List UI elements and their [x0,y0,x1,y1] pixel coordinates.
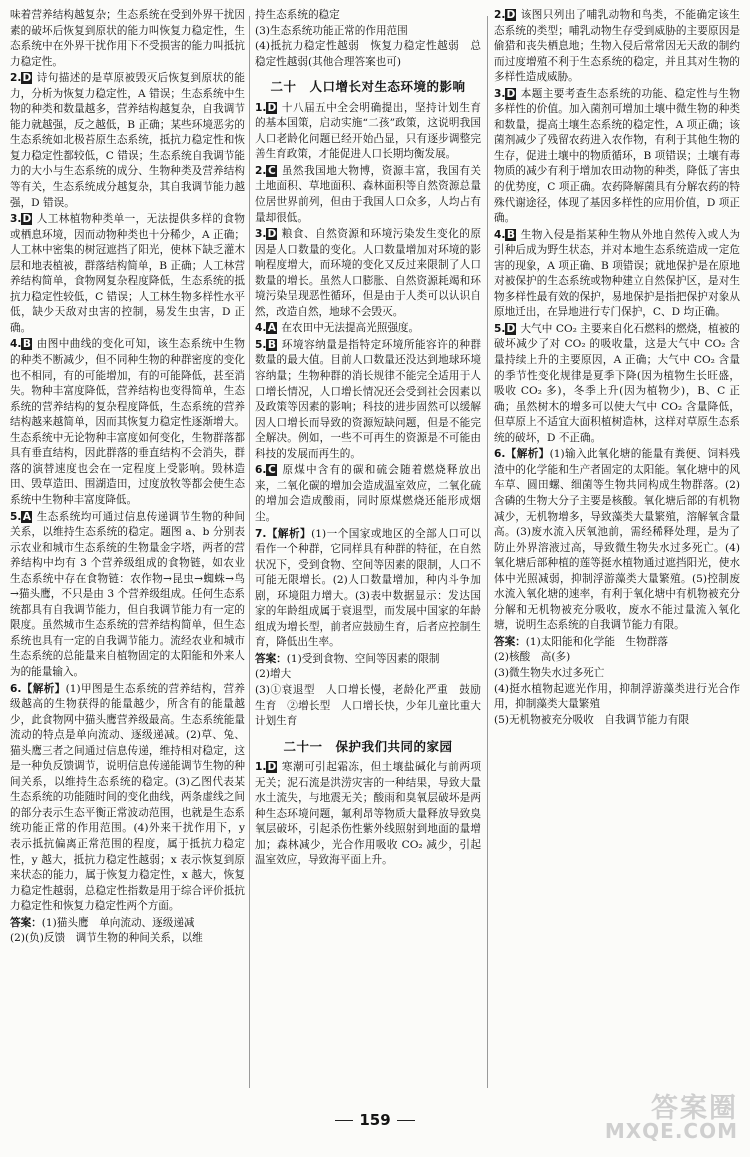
question-number: 4. [10,338,22,351]
answer-line: (3)生态系统功能正常的作用范围 [255,24,408,37]
question-number: 7. [255,527,267,540]
answer-letter-badge: B [22,338,31,351]
watermark-logo [604,1093,738,1143]
answer-line: (2)核酸 高(多) [494,651,571,664]
answer-line: (4)抵抗力稳定性越弱 恢复力稳定性越弱 总稳定性越弱(其他合理答案也可) [255,40,481,68]
answer-entry [255,338,481,462]
answer-text: (1)太阳能和化学能 生物群落 [525,635,668,648]
explanation-text: 生物入侵是指某种生物从外地自然传入或人为引种后成为野生状态，并对本地生态系统造成一定危害的现象，A 项正确、B 项错误；就地保护是在原地对被保护的生态系统或物种建立自然保护区，是对生物多样性最有效的保护，易地保护是指把保护对象从原地迁出，在异地进行专门保护，C、D 均正确。 [494,228,740,319]
explanation-text: 十八届五中全会明确提出，坚持计划生育的基本国策，启动实施“二孩”政策，这说明我国人口老龄化问题已经开始凸显，只有逐步调整完善生育政策，才能促进人口长期均衡发展。 [255,101,481,161]
answer-entry [255,760,481,869]
analysis-entry [10,682,245,915]
analysis-label: 【解析】 [266,527,312,540]
question-number: 5. [255,338,267,351]
answer-entry [255,101,481,163]
question-number: 4. [255,322,267,335]
answer-line: (3)①衰退型 人口增长慢，老龄化严重 鼓励生育 ②增长型 人口增长快，少年儿童比重大 计划生育 [255,683,492,728]
footer-dash [397,1120,415,1121]
explanation-text: 人工林植物种类单一，无法提供多样的食物或栖息环境，因而动物种类也十分稀少，A 正确；人工林中密集的树冠遮挡了阳光，使林下缺乏灌木层和地表植被，群落结构简单，B 正确；人工林营养结构简单，食物网复杂程度降低，生态系统的抵抗力稳定性较低，C 错误；人工林生物多样性水平低，缺少天敌对虫害的控制，易发生虫害，D 正确。 [10,213,245,334]
answer-label: 答案： [10,916,42,929]
explanation-text: 大气中 CO₂ 主要来自化石燃料的燃烧，植被的破坏减少了对 CO₂ 的吸收量，这是大气中 CO₂ 含量持续上升的主要原因，A 正确；大气中 CO₂ 含量的季节性变化规律是夏季下降(因为植物生长旺盛，吸收 CO₂ 多)，冬季上升(因为植物少)，B、C 正确；虽然树木的增多可以使大气中 CO₂ 含量降低，但草原上不适宜大面积植树造林，这样对草原生态系统的破坏，D 不正确。 [494,322,740,444]
question-number: 2. [494,9,506,21]
question-number: 6. [494,448,506,461]
explanation-text: 由图中曲线的变化可知，该生态系统中生物的种类不断减少，但不同种生物的种群密度的变化也不相同，有的可能增加，有的可能降低，甚至消失。物种丰富度降低，营养结构也变得简单，生态系统的营养结构的复杂程度降低，生态系统的营养结构越来越简单，因而其恢复力稳定性逐渐增大。生态系统中无论物种丰富度如何变化，生物群落都具有垂直结构，因此群落的垂直结构不会消失，群落的演替速度也会在一定程度上受影响。毁林造田、毁草造田、围湖造田，过度放牧等都会使生态系统中生物种丰富度降低。 [10,338,245,506]
answer-letter-badge: B [267,338,276,351]
answer-entry [255,164,481,226]
explanation-text: 诗句描述的是草原被毁灭后恢复到原状的能力，分析为恢复力稳定性，A 错误；生态系统中生物的种类和数量越多，营养结构越复杂，自我调节能力就越强，反之越低，B 正确；某些环境恶劣的生态系统如北极苔原生态系统，抵抗力稳定性和恢复力稳定性都较低，C 错误；生态系统自我调节能力的大小与生态系统的成分、生物种类及营养结构等有关，生态系统成分越复杂，其自我调节能力越强，D 错误。 [10,72,245,209]
answer-letter-badge: A [22,510,31,523]
question-number: 2. [255,164,267,177]
question-number: 3. [255,228,267,241]
analysis-entry [494,447,740,634]
answer-label: 答案： [494,635,526,648]
answer-line [10,916,245,932]
explanation-text: 虽然我国地大物博，资源丰富，我国有关土地面积、草地面积、森林面积等自然资源总量位居世界前列，但由于我国人口众多，人均占有量却很低。 [255,164,481,224]
answer-entry [255,321,481,337]
answer-entry [255,463,481,525]
answer-text: (1)受到食物、空间等因素的限制 [286,652,440,665]
answer-line: (2)(负)反馈 调节生物的种间关系，以维 [10,932,203,945]
answer-entry [10,71,245,211]
answer-column-middle [255,8,492,870]
analysis-text: (1)一个国家或地区的全部人口可以看作一个种群，它同样具有种群的特征，在自然状况下，受到食物、空间等因素的限制，人口不可能无限增长。(2)人口数量增加，种内斗争加剧，环境阻力增大。(3)表中数据显示：发达国家的年龄组成属于衰退型，而发展中国家的年龄组成为增长型，前者应鼓励生育，后者应控制生育，降低出生率。 [255,527,481,649]
answer-entry [494,228,740,321]
explanation-text: 粮食、自然资源和环境污染发生变化的原因是人口数量的变化。人口数量增加对环境的影响程度增大，而环境的变化又反过来限制了人口数量的增长。虽然人口膨胀、自然资源耗竭和环境污染呈现恶性循环，但是由于人类可以认识自然，改造自然，地球不会毁灭。 [255,228,481,318]
question-number: 1. [255,761,267,774]
answer-column-right [494,8,740,728]
footer-dash [335,1120,353,1121]
answer-letter-badge: D [506,9,516,21]
column-divider [249,16,250,1088]
analysis-label: 【解析】 [505,448,550,461]
watermark-url: MXQE.COM [604,1119,738,1143]
explanation-text: 环境容纳量是指特定环境所能容许的种群数量的最大值。目前人口数量还没达到地球环境容纳量；生物种群的消长规律不能完全适用于人口增长情况，人口增长情况还会受到社会因素以及政策等因素的影响；科技的进步固然可以缓解因人口增长而导致的资源短缺问题，但是不能完全解决。例如，一些不可再生的资源是不可能由科技的发展而再生的。 [255,338,481,460]
answer-letter-badge: C [268,164,276,177]
paragraph-continued: 味着营养结构越复杂；生态系统在受到外界干扰因素的破坏后恢复到原状的能力叫恢复力稳定性，生态系统中在外界干扰作用下不受损害的能力叫抵抗力稳定性。 [10,9,245,68]
answer-entry [494,8,740,86]
answer-letter-badge: D [506,322,516,335]
question-number: 4. [494,228,506,241]
answer-letter-badge: D [22,213,32,226]
answer-line: (3)微生物失水过多死亡 [494,666,605,679]
answer-letter-badge: B [506,228,515,241]
page-number: 159 [359,1111,391,1129]
question-number: 5. [10,510,22,523]
answer-line: (4)挺水植物起遮光作用，抑制浮游藻类进行光合作用，抑制藻类大量繁殖 [494,682,740,711]
question-number: 1. [255,101,267,114]
analysis-entry [255,527,481,651]
answer-entry [494,87,740,227]
explanation-text: 寒潮可引起霜冻，但土壤盐碱化与前两项无关；泥石流是洪涝灾害的一种结果，导致大量水土流失，与地震无关；酸雨和臭氧层破坏是两种生态环境问题，氟利昂等物质大量释放导致臭氧层破坏，引起杀伤性紫外线照射到地面的量增加；森林减少，光合作用吸收 CO₂ 减少，引起温室效应，导致海平面上升。 [255,761,481,867]
answer-entry [10,212,245,336]
section-heading: 二十 人口增长对生态环境的影响 [270,79,466,95]
answer-letter-badge: D [267,228,277,241]
explanation-text: 在农田中无法提高光照强度。 [281,322,420,335]
question-number: 6. [10,682,22,695]
answer-letter-badge: D [267,101,277,114]
answer-letter-badge: D [267,761,277,774]
analysis-text: (1)输入此氧化塘的能量有粪便、饲料残渣中的化学能和生产者固定的太阳能。氧化塘中的风车草、圆田螺、细菌等生物共同构成生物群落。(2)含磷的生物大分子主要是核酸。氧化塘后部的有机物减少，无机物增多，导致藻类大量繁殖，溶解氧含量高。(3)废水流入厌氧池前，需经稀释处理，是为了防止外界溶液过高，导致微生物失水过多死亡。(4)氧化塘后部种植的莲等挺水植物通过遮挡阳光，使水体中光照减弱，抑制浮游藻类大量繁殖。(5)控制废水流入氧化塘的速率，有利于氧化塘中有机物被充分分解和无机物被充分吸收，废水不能过量流入氧化塘，说明生态系统的自我调节能力有限。 [494,448,740,632]
question-number: 3. [494,87,506,100]
answer-entry [10,510,245,681]
answer-column-left [10,8,245,947]
watermark-text: 答案圈 [651,1093,738,1124]
answer-line [494,635,740,651]
answer-entry [10,337,245,508]
answer-entry [255,227,481,320]
answer-text: (1)猫头鹰 单向流动、逐级递减 [41,916,195,929]
question-number: 2. [10,72,22,85]
explanation-text: 生态系统均可通过信息传递调节生物的种间关系，以维持生态系统的稳定。题图 a、b 分别表示农业和城市生态系统的生物量金字塔，两者的营养结构中均有 3 个营养级组成的食物链，如农业生态系统中存在食物链：农作物→昆虫→蜘蛛→鸟→猫头鹰，不只是由 3 个营养级组成。任何生态系统都具有自我调节能力，但自我调节能力有一定的限度。虽然城市生态系统的营养结构简单，但生态系统也具有一定的自我调节能力。流经农业和城市生态系统的总能量来自植物固定的太阳能和外来人为的能量输入。 [10,510,245,678]
answer-label: 答案： [255,652,287,665]
question-number: 6. [255,464,267,477]
answer-line [255,652,481,668]
analysis-label: 【解析】 [21,682,66,695]
question-number: 5. [494,322,506,335]
answer-letter-badge: D [22,72,32,85]
answer-line: 持生态系统的稳定 [255,9,340,21]
answer-line: (5)无机物被充分吸收 自我调节能力有限 [494,713,690,726]
section-heading: 二十一 保护我们共同的家园 [283,738,453,754]
question-number: 3. [10,213,22,226]
explanation-text: 原煤中含有的碳和硫会随着燃烧释放出来，二氧化碳的增加会造成温室效应，二氧化硫的增加会造成酸雨，同时原煤燃烧还能形成烟尘。 [255,464,481,523]
answer-entry [494,322,740,446]
column-divider [487,16,488,1088]
answer-line: (2)增大 [255,668,292,681]
answer-letter-badge: D [506,87,516,100]
explanation-text: 本题主要考查生态系统的功能、稳定性与生物多样性的价值。加入菌剂可增加土壤中微生物的种类和数量，提高土壤生态系统的稳定性，A 项正确；该菌剂减少了残留农药进入农作物，有利于其他生物的生存，促进土壤中的物质循环，B 项错误；土壤有毒物质的减少有利于增加农田动物的种类，降低了害虫的优势度，C 项正确。农药降解菌具有分解农药的特殊代谢途径，体现了基因多样性的应用价值，D 项正确。 [494,87,740,225]
explanation-text: 该图只列出了哺乳动物和鸟类，不能确定该生态系统的类型；哺乳动物生存受到威胁的主要原因是偷猎和丧失栖息地；生物入侵后常常因无天敌的制约而过度增殖不利于生态系统的稳定，并且其对生物的多样性造成威胁。 [494,9,740,84]
answer-letter-badge: A [267,322,276,335]
analysis-text: (1)甲图是生态系统的营养结构，营养级越高的生物获得的能量越少，所含有的能量越少，此食物网中猫头鹰营养级最高。生态系统能量流动的特点是单向流动、逐级递减。(2)草、兔、猫头鹰三者之间通过信息传递，维持相对稳定，这是一种负反馈调节，说明信息传递能调节生物的种间关系，以维持生态系统的稳定。(3)乙图代表某生态系统的功能随时间的变化曲线，两条虚线之间的部分表示生态平衡正常波动范围，也就是生态系统功能正常的作用范围。(4)外来干扰作用下，y 表示抵抗偏离正常范围的程度，属于抵抗力稳定性，y 越大，抵抗力稳定性越弱；x 表示恢复到原来状态的能力，属于恢复力稳定性，x 越大，恢复力稳定性越弱，总稳定性指数是用于综合评价抵抗力稳定性和恢复力稳定性两个方面。 [10,682,245,913]
answer-letter-badge: C [268,464,276,477]
